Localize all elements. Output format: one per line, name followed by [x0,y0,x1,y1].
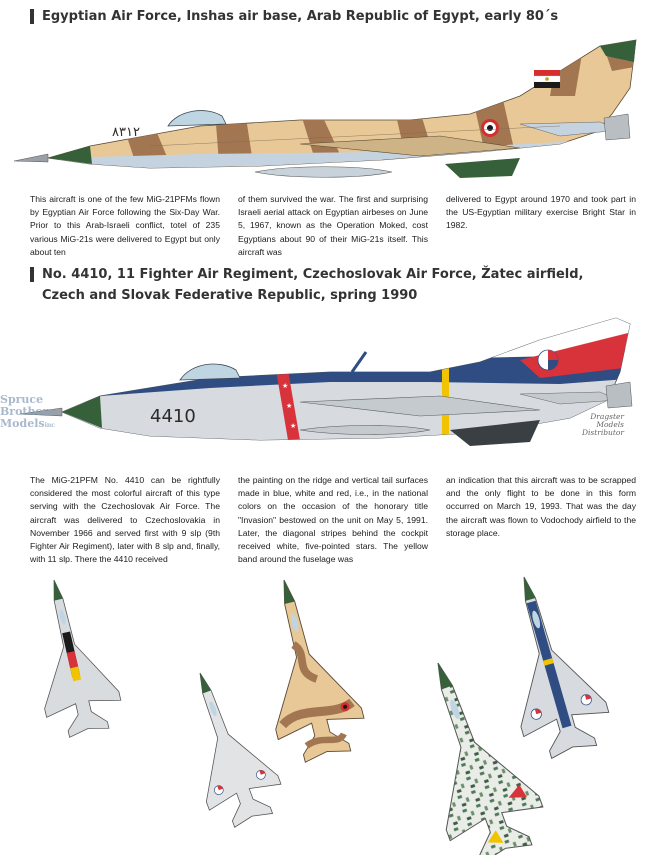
aircraft-number-czech: 4410 [150,406,196,427]
paragraph-czech-2: the painting on the ridge and vertical tail surfaces made in blue, white and red, i.e., in the national colors on the occasion of the honorary title "Invasion" bestowed on the unit on May 5, 1991. Later, the diagonal stripes behind the cockpit received white, five-pointed stars. The yellow band around the fuselage was [238,475,428,565]
egyptian-mig21-side-profile [0,26,670,216]
watermark-dragster: Dragster Models Distributor [582,412,625,437]
czechoslovak-mig21-side-profile [0,300,670,470]
heading-bar [30,9,34,24]
svg-text:★: ★ [290,423,297,430]
heading-text-line2: Czech and Slovak Federative Republic, spring 1990 [42,288,418,303]
paragraph-czech-1: The MiG-21PFM No. 4410 can be rightfully considered the most colorful aircraft of this type serving with the Czechoslovak Air Force. The aircraft was delivered to Czechoslovakia in November 1966 and served first with 9 slp (9th Fighter Air Regiment), later with 8 slp and, finally, with 11 slp. There the 4410 received [30,475,220,565]
top-view-illustrations [0,565,670,855]
section-heading-egypt [30,6,558,27]
top-view-desert-camouflage [241,569,371,767]
paragraph-czech-3: an indication that this aircraft was to be scrapped and the only flight to be done in this form occurred on March 19, 1993. That was the day the aircraft was flown to Vodochody airfield to the storage place. [446,475,636,538]
text-columns-czech [30,474,636,566]
paragraph-egypt-3: delivered to Egypt around 1970 and took part in the US-Egyptian military exercise Bright Star in 1982. [446,194,636,231]
top-view-czech [482,565,617,764]
heading-text-line1: No. 4410, 11 Fighter Air Regiment, Czechoslovak Air Force, Žatec airfield, [42,267,584,282]
heading-bar [30,267,34,282]
svg-text:★: ★ [286,403,293,410]
paragraph-egypt-1: This aircraft is one of the few MiG-21PFMs flown by Egyptian Air Force following the Six-Day War. Prior to this Arab-Israeli conflict, totel of 235 various MiG-21s were delivered to Egypt but only about ten [30,194,220,257]
svg-text:★: ★ [282,383,289,390]
paragraph-egypt-2: of them survived the war. The first and surprising Israeli aerial attack on Egyptian airbeses on June 5, 1967, known as the Operation Moked, cost Egyptians about 90 of their MiG-21s itself. This aircraft was [238,194,428,257]
top-view-silver [164,660,289,833]
text-columns-egypt [30,193,636,259]
aircraft-number-egypt: ٨٣١٢ [112,125,140,140]
top-view-silver-striped [17,571,126,741]
watermark-spruce-brothers: Spruce Brothers Modelsinc [0,393,55,430]
top-view-digital-camouflage [392,646,554,855]
heading-text: Egyptian Air Force, Inshas air base, Arab Republic of Egypt, early 80´s [42,9,559,24]
